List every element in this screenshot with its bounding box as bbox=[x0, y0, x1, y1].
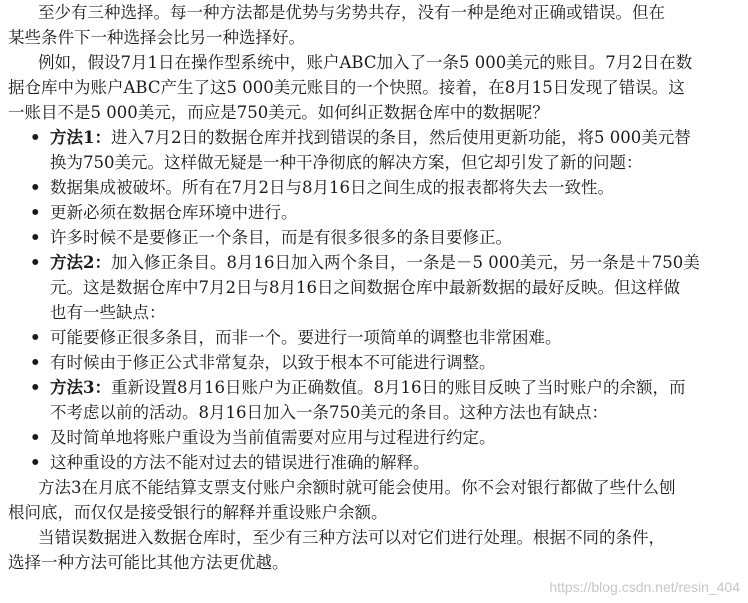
text-line: 方法3在月底不能结算支票支付账户余额时就可能会使用。你不会对银行都做了些什么刨 bbox=[38, 478, 676, 497]
bullet-icon: • bbox=[30, 178, 41, 197]
list-item: 这种重设的方法不能对过去的错误进行准确的解释。 bbox=[50, 453, 430, 472]
method-3-label: 方法3： bbox=[50, 378, 111, 397]
list-item: 数据集成被破坏。所有在7月2日与8月16日之间生成的报表都将失去一致性。 bbox=[50, 178, 614, 197]
list-item: 及时简单地将账户重设为当前值需要对应用与过程进行约定。 bbox=[50, 428, 496, 447]
method-3-line bbox=[50, 377, 685, 399]
method-1-label: 方法1： bbox=[50, 128, 111, 147]
bullet-icon: • bbox=[30, 353, 41, 372]
method-1-line bbox=[50, 127, 691, 149]
method-2-text: 加入修正条目。8月16日加入两个条目，一条是－5 000美元，另一条是＋750美 bbox=[110, 253, 700, 272]
text-line: 不考虑以前的活动。8月16日加入一条750美元的条目。这种方法也有缺点： bbox=[50, 403, 608, 422]
text-line: 据仓库中为账户ABC产生了这5 000美元账目的一个快照。接着，在8月15日发现了错误。这 bbox=[8, 78, 685, 97]
text-line: 例如，假设7月1日在操作型系统中，账户ABC加入了一条5 000美元的账目。7月2日在数 bbox=[38, 53, 693, 72]
method-2-line bbox=[50, 252, 700, 274]
text-line: 也有一些缺点： bbox=[50, 303, 166, 322]
method-3-text: 重新设置8月16日账户为正确数值。8月16日的账目反映了当时账户的余额，而 bbox=[110, 378, 686, 397]
bullet-icon: • bbox=[30, 128, 41, 147]
bullet-icon: • bbox=[30, 253, 41, 272]
text-line: 一账目不是5 000美元，而应是750美元。如何纠正数据仓库中的数据呢？ bbox=[8, 103, 549, 122]
list-item: 可能要修正很多条目，而非一个。要进行一项简单的调整也非常困难。 bbox=[50, 328, 562, 347]
list-item: 有时候由于修正公式非常复杂，以致于根本不可能进行调整。 bbox=[50, 353, 496, 372]
text-line: 当错误数据进入数据仓库时，至少有三种方法可以对它们进行处理。根据不同的条件， bbox=[38, 528, 665, 547]
bullet-icon: • bbox=[30, 328, 41, 347]
text-line: 元。这是数据仓库中7月2日与8月16日之间数据仓库中最新数据的最好反映。但这样做 bbox=[50, 278, 680, 297]
text-line: 选择一种方法可能比其他方法更优越。 bbox=[8, 553, 289, 572]
method-1-text: 进入7月2日的数据仓库并找到错误的条目，然后使用更新功能，将5 000美元替 bbox=[110, 128, 691, 147]
bullet-icon: • bbox=[30, 453, 41, 472]
bullet-icon: • bbox=[30, 228, 41, 247]
text-line: 至少有三种选择。每一种方法都是优势与劣势共存，没有一种是绝对正确或错误。但在 bbox=[38, 3, 665, 22]
text-line: 换为750美元。这样做无疑是一种干净彻底的解决方案，但它却引发了新的问题： bbox=[50, 153, 643, 172]
bullet-icon: • bbox=[30, 203, 41, 222]
watermark: https://blog.csdn.net/resin_404 bbox=[549, 579, 740, 595]
method-2-label: 方法2： bbox=[50, 253, 111, 272]
list-item: 许多时候不是要修正一个条目，而是有很多很多的条目要修正。 bbox=[50, 228, 512, 247]
text-line: 根问底，而仅仅是接受银行的解释并重设账户余额。 bbox=[8, 503, 388, 522]
list-item: 更新必须在数据仓库环境中进行。 bbox=[50, 203, 298, 222]
bullet-icon: • bbox=[30, 428, 41, 447]
text-line: 某些条件下一种选择会比另一种选择好。 bbox=[8, 28, 305, 47]
bullet-icon: • bbox=[30, 378, 41, 397]
